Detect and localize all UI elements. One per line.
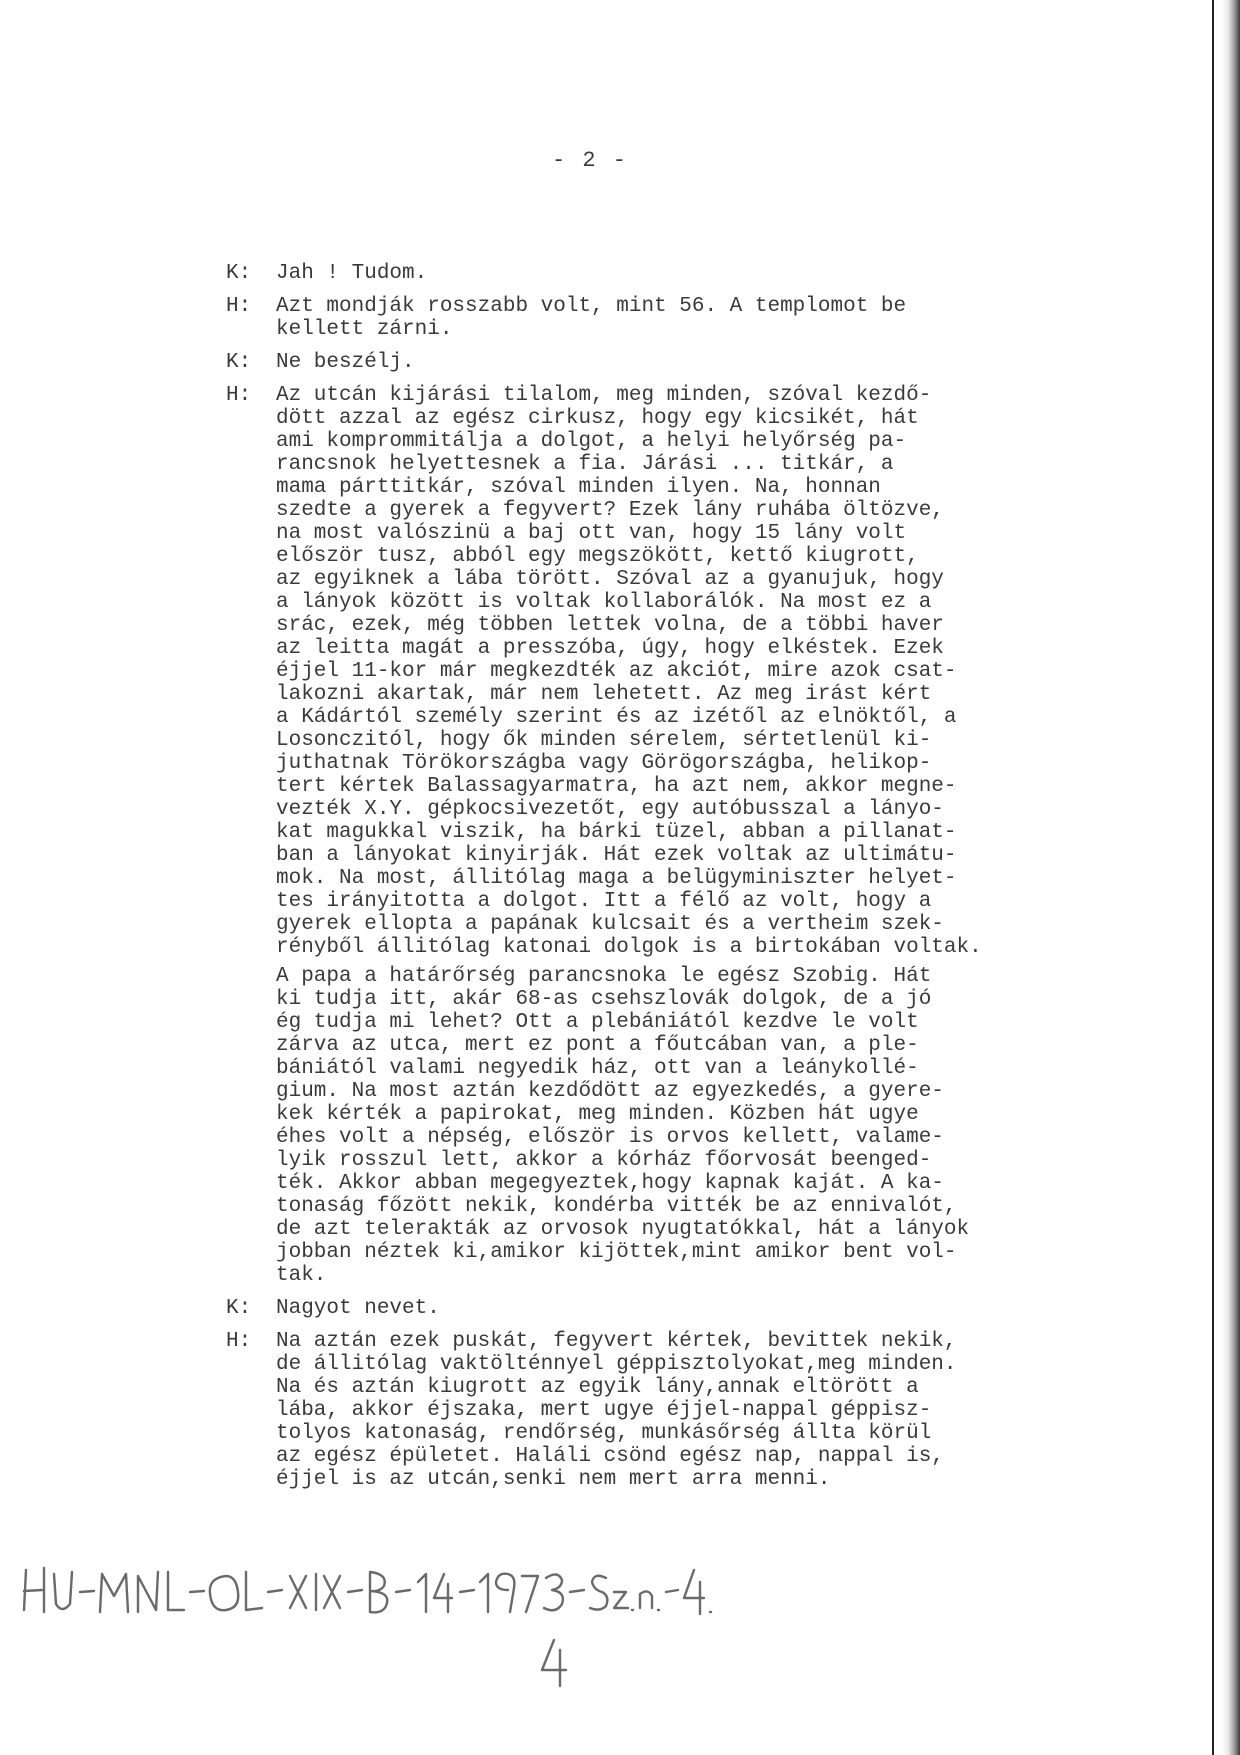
dialogue-turn	[226, 295, 1126, 341]
archive-reference-handwriting	[18, 1528, 738, 1748]
page-edge-line	[1212, 0, 1214, 1755]
speaker-colon: :	[238, 384, 252, 407]
speaker-letter: H	[226, 295, 239, 318]
speaker-letter: H	[226, 1330, 239, 1353]
speech-paragraph: Nagyot nevet.	[276, 1297, 440, 1320]
speaker-colon: :	[238, 262, 252, 285]
speaker-label	[226, 1297, 251, 1320]
page-number: - 2 -	[551, 148, 628, 173]
speaker-label	[226, 351, 251, 374]
speech-paragraph: Na aztán ezek puskát, fegyvert kértek, bevittek nekik, de állitólag vaktölténnyel géppisztolyokat,meg minden. Na és aztán kiugrott az egyik lány,annak eltörött a lába, akkor éjszaka, mert ugye éjjel-nappal géppisz- tolyos katonaság, rendőrség, munkásőrség állta körül az egész épületet. Haláli csönd egész nap, nappal is, éjjel is az utcán,senki nem mert arra menni.	[276, 1330, 957, 1491]
dialogue-turn	[226, 351, 1126, 374]
dialogue-transcript	[226, 262, 1126, 1501]
speaker-label	[226, 295, 251, 318]
dialogue-turn	[226, 1297, 1126, 1320]
speaker-letter: K	[226, 1297, 239, 1320]
dialogue-turn	[226, 1330, 1126, 1491]
speaker-colon: :	[238, 1297, 252, 1320]
speech-paragraph: Ne beszélj.	[276, 351, 415, 374]
speech-paragraph: Azt mondják rosszabb volt, mint 56. A templomot be kellett zárni.	[276, 295, 907, 341]
dialogue-turn	[226, 384, 1126, 1287]
speaker-letter: K	[226, 351, 239, 374]
speaker-letter: H	[226, 384, 239, 407]
speaker-colon: :	[238, 351, 252, 374]
speech-paragraph: A papa a határőrség parancsnoka le egész Szobig. Hát ki tudja itt, akár 68-as csehszlovák dolgok, de a jó ég tudja mi lehet? Ott a plebániától kezdve le volt zárva az utca, mert ez pont a főutcában van, a ple- bániától valami negyedik ház, ott van a leánykollé- gium. Na most aztán kezdődött az egyezkedés, a gyere- kek kérték a papirokat, meg minden. Közben hát ugye éhes volt a népség, először is orvos kellett, valame- lyik rosszul lett, akkor a kórház főorvosát beenged- ték. Akkor abban megegyeztek,hogy kapnak kaját. A ka- tonaság főzött nekik, kondérba vitték be az ennivalót, de azt telerakták az orvosok nyugtatókkal, hát a lányok jobban néztek ki,amikor kijöttek,mint amikor bent vol- tak.	[276, 965, 970, 1287]
speaker-colon: :	[238, 1330, 252, 1353]
speaker-label	[226, 262, 251, 285]
speech-paragraph: Jah ! Tudom.	[276, 262, 428, 285]
page-edge-shadow	[1222, 0, 1240, 1755]
speaker-label	[226, 1330, 251, 1353]
speech-paragraph: Az utcán kijárási tilalom, meg minden, szóval kezdő- dött azzal az egész cirkusz, hogy egy kicsikét, hát ami komprommitálja a dolgot, a helyi helyőrség pa- rancsnok helyettesnek a fia. Járási ... titkár, a mama párttitkár, szóval minden ilyen. Na, honnan szedte a gyerek a fegyvert? Ezek lány ruhába öltözve, na most valószinü a baj ott van, hogy 15 lány volt először tusz, abból egy megszökött, kettő kiugrott, az egyiknek a lába törött. Szóval az a gyanujuk, hogy a lányok között is voltak kollaborálók. Na most ez a srác, ezek, még többen lettek volna, de a többi haver az leitta magát a presszóba, úgy, hogy elkéstek. Ezek éjjel 11-kor már megkezdték az akciót, mire azok csat- lakozni akartak, már nem lehetett. Az meg irást kért a Kádártól személy szerint és az izétől az elnöktől, a Losonczitól, hogy ők minden sérelem, sértetlenül ki- juthatnak Törökországba vagy Görögországba, helikop- tert kértek Balassagyarmatra, ha azt nem, akkor megne- vezték X.Y. gépkocsivezetőt, egy autóbusszal a lányo- kat magukkal viszik, ha bárki tüzel, abban a pillanat- ban a lányokat kinyirják. Hát ezek voltak az ultimátu- mok. Na most, állitólag maga a belügyminiszter helyet- tes irányitotta a dolgot. Itt a félő az volt, hogy a gyerek ellopta a papának kulcsait és a vertheim szek- rényből állitólag katonai dolgok is a birtokában voltak.	[276, 384, 982, 959]
dialogue-turn	[226, 262, 1126, 285]
speaker-colon: :	[238, 295, 252, 318]
speaker-letter: K	[226, 262, 239, 285]
speaker-label	[226, 384, 251, 407]
